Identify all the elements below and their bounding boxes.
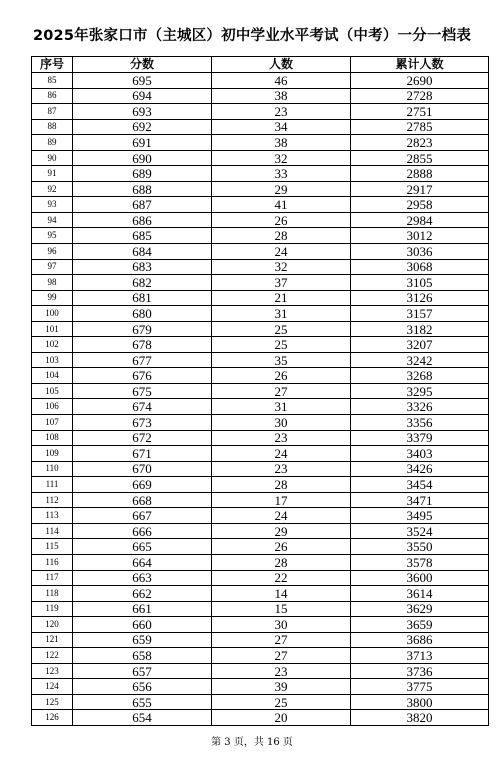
cell-score: 667 xyxy=(73,508,212,524)
cell-score: 685 xyxy=(73,228,212,244)
cell-score: 675 xyxy=(73,383,212,399)
table-row xyxy=(32,601,489,617)
cell-cumulative: 3629 xyxy=(351,601,489,617)
cell-count: 38 xyxy=(212,135,351,151)
cell-cumulative: 3736 xyxy=(351,663,489,679)
cell-seq: 101 xyxy=(32,321,73,337)
cell-count: 24 xyxy=(212,244,351,260)
table-row xyxy=(32,212,489,228)
cell-seq: 126 xyxy=(32,710,73,726)
cell-score: 690 xyxy=(73,150,212,166)
cell-score: 674 xyxy=(73,399,212,415)
table-row xyxy=(32,88,489,104)
table-row xyxy=(32,383,489,399)
cell-seq: 115 xyxy=(32,539,73,555)
cell-seq: 100 xyxy=(32,306,73,322)
cell-seq: 113 xyxy=(32,508,73,524)
table-row xyxy=(32,104,489,120)
cell-seq: 110 xyxy=(32,461,73,477)
table-row xyxy=(32,446,489,462)
cell-count: 25 xyxy=(212,694,351,710)
cell-score: 657 xyxy=(73,663,212,679)
cell-cumulative: 3600 xyxy=(351,570,489,586)
cell-cumulative: 3820 xyxy=(351,710,489,726)
cell-count: 28 xyxy=(212,554,351,570)
cell-score: 654 xyxy=(73,710,212,726)
table-row xyxy=(32,570,489,586)
cell-cumulative: 3036 xyxy=(351,244,489,260)
cell-cumulative: 3157 xyxy=(351,306,489,322)
cell-cumulative: 3326 xyxy=(351,399,489,415)
table-row xyxy=(32,244,489,260)
cell-cumulative: 3207 xyxy=(351,337,489,353)
cell-cumulative: 2917 xyxy=(351,181,489,197)
cell-cumulative: 3105 xyxy=(351,275,489,291)
header-seq: 序号 xyxy=(32,57,73,73)
cell-score: 693 xyxy=(73,104,212,120)
cell-seq: 86 xyxy=(32,88,73,104)
cell-seq: 111 xyxy=(32,477,73,493)
cell-score: 656 xyxy=(73,679,212,695)
cell-count: 26 xyxy=(212,368,351,384)
cell-count: 41 xyxy=(212,197,351,213)
cell-seq: 96 xyxy=(32,244,73,260)
table-row xyxy=(32,228,489,244)
cell-seq: 117 xyxy=(32,570,73,586)
cell-cumulative: 2984 xyxy=(351,212,489,228)
table-row xyxy=(32,430,489,446)
cell-cumulative: 3242 xyxy=(351,352,489,368)
cell-seq: 108 xyxy=(32,430,73,446)
cell-cumulative: 3686 xyxy=(351,632,489,648)
cell-count: 22 xyxy=(212,570,351,586)
cell-cumulative: 2888 xyxy=(351,166,489,182)
cell-score: 688 xyxy=(73,181,212,197)
cell-count: 27 xyxy=(212,632,351,648)
cell-score: 683 xyxy=(73,259,212,275)
table-row xyxy=(32,539,489,555)
cell-cumulative: 2855 xyxy=(351,150,489,166)
cell-cumulative: 3379 xyxy=(351,430,489,446)
cell-score: 678 xyxy=(73,337,212,353)
cell-cumulative: 2785 xyxy=(351,119,489,135)
cell-seq: 112 xyxy=(32,492,73,508)
table-row xyxy=(32,461,489,477)
cell-seq: 98 xyxy=(32,275,73,291)
table-row xyxy=(32,290,489,306)
table-row xyxy=(32,477,489,493)
cell-count: 34 xyxy=(212,119,351,135)
cell-score: 676 xyxy=(73,368,212,384)
table-header-row xyxy=(32,57,489,73)
cell-seq: 102 xyxy=(32,337,73,353)
cell-cumulative: 3578 xyxy=(351,554,489,570)
cell-seq: 90 xyxy=(32,150,73,166)
cell-score: 691 xyxy=(73,135,212,151)
cell-seq: 104 xyxy=(32,368,73,384)
table-row xyxy=(32,259,489,275)
cell-score: 672 xyxy=(73,430,212,446)
header-count: 人数 xyxy=(212,57,351,73)
cell-cumulative: 3403 xyxy=(351,446,489,462)
table-row xyxy=(32,415,489,431)
cell-count: 32 xyxy=(212,259,351,275)
cell-score: 695 xyxy=(73,73,212,89)
table-row xyxy=(32,337,489,353)
cell-cumulative: 2690 xyxy=(351,73,489,89)
cell-score: 677 xyxy=(73,352,212,368)
cell-seq: 85 xyxy=(32,73,73,89)
table-row xyxy=(32,399,489,415)
cell-count: 23 xyxy=(212,430,351,446)
cell-count: 31 xyxy=(212,399,351,415)
cell-seq: 97 xyxy=(32,259,73,275)
cell-cumulative: 3454 xyxy=(351,477,489,493)
score-distribution-table xyxy=(31,56,489,726)
cell-seq: 109 xyxy=(32,446,73,462)
table-row xyxy=(32,694,489,710)
table-row xyxy=(32,710,489,726)
cell-score: 665 xyxy=(73,539,212,555)
cell-score: 673 xyxy=(73,415,212,431)
cell-seq: 107 xyxy=(32,415,73,431)
table-row xyxy=(32,352,489,368)
cell-cumulative: 3295 xyxy=(351,383,489,399)
cell-seq: 106 xyxy=(32,399,73,415)
cell-count: 21 xyxy=(212,290,351,306)
cell-score: 680 xyxy=(73,306,212,322)
cell-cumulative: 3614 xyxy=(351,586,489,602)
cell-cumulative: 2958 xyxy=(351,197,489,213)
cell-cumulative: 3426 xyxy=(351,461,489,477)
cell-seq: 94 xyxy=(32,212,73,228)
cell-count: 37 xyxy=(212,275,351,291)
cell-score: 689 xyxy=(73,166,212,182)
cell-score: 663 xyxy=(73,570,212,586)
table-row xyxy=(32,523,489,539)
table-row xyxy=(32,508,489,524)
cell-score: 670 xyxy=(73,461,212,477)
table-row xyxy=(32,306,489,322)
table-row xyxy=(32,73,489,89)
cell-seq: 91 xyxy=(32,166,73,182)
cell-count: 25 xyxy=(212,337,351,353)
cell-score: 686 xyxy=(73,212,212,228)
cell-count: 29 xyxy=(212,181,351,197)
header-cumulative: 累计人数 xyxy=(351,57,489,73)
table-row xyxy=(32,119,489,135)
cell-seq: 122 xyxy=(32,648,73,664)
cell-count: 29 xyxy=(212,523,351,539)
cell-cumulative: 3775 xyxy=(351,679,489,695)
cell-cumulative: 3126 xyxy=(351,290,489,306)
table-row xyxy=(32,648,489,664)
cell-seq: 103 xyxy=(32,352,73,368)
cell-count: 25 xyxy=(212,321,351,337)
cell-count: 23 xyxy=(212,104,351,120)
cell-seq: 120 xyxy=(32,617,73,633)
cell-score: 668 xyxy=(73,492,212,508)
table-row xyxy=(32,321,489,337)
cell-score: 687 xyxy=(73,197,212,213)
table-row xyxy=(32,181,489,197)
table-row xyxy=(32,679,489,695)
cell-cumulative: 2751 xyxy=(351,104,489,120)
cell-count: 15 xyxy=(212,601,351,617)
table-row xyxy=(32,150,489,166)
cell-seq: 89 xyxy=(32,135,73,151)
table-row xyxy=(32,197,489,213)
table-row xyxy=(32,166,489,182)
table-body xyxy=(32,73,489,726)
table-row xyxy=(32,554,489,570)
cell-seq: 121 xyxy=(32,632,73,648)
cell-score: 669 xyxy=(73,477,212,493)
cell-count: 35 xyxy=(212,352,351,368)
cell-score: 659 xyxy=(73,632,212,648)
cell-count: 28 xyxy=(212,228,351,244)
cell-cumulative: 3068 xyxy=(351,259,489,275)
cell-score: 660 xyxy=(73,617,212,633)
cell-seq: 125 xyxy=(32,694,73,710)
cell-score: 664 xyxy=(73,554,212,570)
cell-seq: 93 xyxy=(32,197,73,213)
table-row xyxy=(32,275,489,291)
cell-count: 23 xyxy=(212,663,351,679)
cell-cumulative: 3550 xyxy=(351,539,489,555)
cell-count: 30 xyxy=(212,617,351,633)
cell-score: 692 xyxy=(73,119,212,135)
table-row xyxy=(32,368,489,384)
cell-count: 26 xyxy=(212,212,351,228)
cell-count: 30 xyxy=(212,415,351,431)
cell-seq: 116 xyxy=(32,554,73,570)
cell-score: 682 xyxy=(73,275,212,291)
cell-count: 33 xyxy=(212,166,351,182)
cell-count: 27 xyxy=(212,383,351,399)
cell-seq: 99 xyxy=(32,290,73,306)
cell-cumulative: 3268 xyxy=(351,368,489,384)
cell-count: 23 xyxy=(212,461,351,477)
cell-count: 24 xyxy=(212,508,351,524)
cell-score: 655 xyxy=(73,694,212,710)
cell-score: 658 xyxy=(73,648,212,664)
cell-cumulative: 3495 xyxy=(351,508,489,524)
cell-score: 681 xyxy=(73,290,212,306)
cell-cumulative: 3713 xyxy=(351,648,489,664)
cell-score: 684 xyxy=(73,244,212,260)
cell-count: 32 xyxy=(212,150,351,166)
cell-count: 27 xyxy=(212,648,351,664)
cell-seq: 114 xyxy=(32,523,73,539)
cell-count: 38 xyxy=(212,88,351,104)
cell-cumulative: 3524 xyxy=(351,523,489,539)
cell-score: 662 xyxy=(73,586,212,602)
cell-cumulative: 3659 xyxy=(351,617,489,633)
table-row xyxy=(32,663,489,679)
cell-score: 661 xyxy=(73,601,212,617)
cell-seq: 88 xyxy=(32,119,73,135)
header-score: 分数 xyxy=(73,57,212,73)
cell-cumulative: 2823 xyxy=(351,135,489,151)
cell-cumulative: 3182 xyxy=(351,321,489,337)
table-row xyxy=(32,617,489,633)
table-row xyxy=(32,586,489,602)
cell-count: 17 xyxy=(212,492,351,508)
table-row xyxy=(32,632,489,648)
cell-seq: 124 xyxy=(32,679,73,695)
cell-seq: 87 xyxy=(32,104,73,120)
cell-count: 31 xyxy=(212,306,351,322)
cell-seq: 123 xyxy=(32,663,73,679)
cell-seq: 92 xyxy=(32,181,73,197)
table-row xyxy=(32,135,489,151)
cell-cumulative: 3800 xyxy=(351,694,489,710)
cell-cumulative: 3012 xyxy=(351,228,489,244)
cell-seq: 119 xyxy=(32,601,73,617)
cell-seq: 95 xyxy=(32,228,73,244)
cell-score: 671 xyxy=(73,446,212,462)
cell-cumulative: 3356 xyxy=(351,415,489,431)
cell-count: 20 xyxy=(212,710,351,726)
cell-count: 24 xyxy=(212,446,351,462)
page-title: 2025年张家口市（主城区）初中学业水平考试（中考）一分一档表 xyxy=(32,28,472,44)
cell-score: 666 xyxy=(73,523,212,539)
cell-count: 14 xyxy=(212,586,351,602)
cell-seq: 105 xyxy=(32,383,73,399)
cell-count: 39 xyxy=(212,679,351,695)
cell-score: 694 xyxy=(73,88,212,104)
cell-seq: 118 xyxy=(32,586,73,602)
cell-count: 28 xyxy=(212,477,351,493)
cell-score: 679 xyxy=(73,321,212,337)
table-row xyxy=(32,492,489,508)
cell-count: 26 xyxy=(212,539,351,555)
page-number: 第 3 页，共 16 页 xyxy=(211,737,293,748)
cell-count: 46 xyxy=(212,73,351,89)
cell-cumulative: 3471 xyxy=(351,492,489,508)
cell-cumulative: 2728 xyxy=(351,88,489,104)
